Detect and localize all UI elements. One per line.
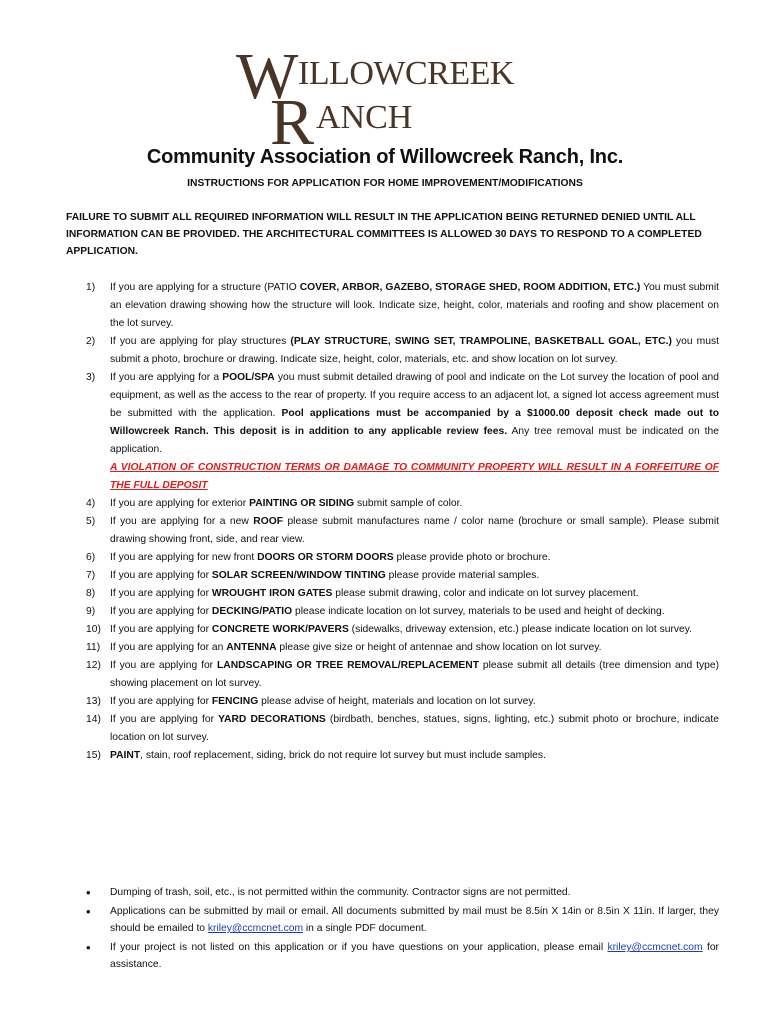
list-item-number: 10) (86, 624, 101, 635)
item-text: If you are applying for (110, 714, 219, 725)
list-item (64, 567, 719, 585)
list-item-number: 2) (86, 336, 96, 347)
list-item-text (110, 549, 719, 567)
logo-graphic (236, 40, 546, 148)
list-item (64, 711, 719, 747)
item-text: If you are applying for a structure (PATIO (110, 282, 300, 293)
list-item-number: 12) (86, 660, 101, 671)
bullet-text (110, 939, 719, 973)
list-item-number: 4) (86, 498, 96, 509)
bullet-text-part: Applications can be submitted by mail or email. All documents submitted by mail must be 8.5in X 14in or 8.5in X 11in. If larger, they should be emailed to (110, 906, 719, 934)
item-text: If you are applying for (110, 660, 217, 671)
list-item-text (110, 639, 719, 657)
list-item-text (110, 747, 719, 765)
list-item-text (110, 621, 719, 639)
item-text: please provide material samples. (385, 570, 540, 581)
list-item-number: 5) (86, 516, 96, 527)
bullet-icon: • (86, 885, 91, 900)
instruction-list (64, 279, 719, 765)
bullet-text-part: for assistance. (110, 942, 719, 970)
list-item (64, 747, 719, 765)
item-text: If you are applying for (110, 624, 212, 635)
logo-line2: ANCH (316, 99, 413, 136)
list-item-number: 11) (86, 642, 101, 653)
item-text: If you are applying for a new (110, 516, 254, 527)
email-link[interactable]: kriley@ccmcnet.com (207, 923, 304, 934)
list-item-number: 9) (86, 606, 96, 617)
list-item (64, 657, 719, 693)
item-text: , stain, roof replacement, siding, brick do not require lot survey but must include samples. (140, 750, 546, 761)
list-item-number: 13) (86, 696, 101, 707)
list-item-text (110, 495, 719, 513)
item-text: If you are applying for play structures (110, 336, 291, 347)
item-keyword: DOORS OR STORM DOORS (257, 552, 394, 563)
item-text: If you are applying for a (110, 372, 223, 383)
item-text: you must submit detailed drawing of pool and indicate on the Lot survey the location of pool and equipment, as well as the access to the rear of property. If you require access to an adjacent lot, a signed lot access agreement must be submitted with the application. (110, 372, 719, 419)
list-item (64, 585, 719, 603)
list-item-number: 14) (86, 714, 101, 725)
item-text: please submit manufactures name / color name (brochure or small sample). Please submit drawing showing front, side, and rear view. (110, 516, 719, 545)
item-text: If you are applying for (110, 570, 212, 581)
list-item-number: 8) (86, 588, 96, 599)
item-keyword: SOLAR SCREEN/WINDOW TINTING (211, 570, 386, 581)
item-keyword: ROOF (253, 516, 284, 527)
list-item-number: 6) (86, 552, 96, 563)
bullet-text (110, 903, 719, 937)
violation-warning: A VIOLATION OF CONSTRUCTION TERMS OR DAMAGE TO COMMUNITY PROPERTY WILL RESULT IN A FORFEITURE OF THE FULL DEPOSIT (110, 462, 719, 491)
list-item (64, 639, 719, 657)
list-item (64, 549, 719, 567)
item-text: If you are applying for (110, 696, 212, 707)
bullet-icon: • (86, 904, 91, 919)
item-text: If you are applying for (110, 606, 212, 617)
item-text: submit sample of color. (354, 498, 463, 509)
list-item (64, 495, 719, 513)
list-item-number: 1) (86, 282, 96, 293)
bullet-item (64, 939, 719, 973)
list-item-text (110, 279, 719, 333)
item-deposit-note: Pool applications must be accompanied by a $1000.00 deposit check made out to Willowcreek Ranch. This deposit is in addition to any applicable review fees. (110, 408, 720, 437)
item-text: please indicate location on lot survey, materials to be used and height of decking. (292, 606, 665, 617)
item-keyword: ANTENNA (226, 642, 277, 653)
item-keyword: PAINTING OR SIDING (249, 498, 355, 509)
list-item-text (110, 603, 719, 621)
bullet-text-part: in a single PDF document. (303, 923, 427, 934)
logo-letter-w: W (236, 40, 299, 113)
item-text: you must submit a photo, brochure or drawing. Indicate size, height, color, materials, etc. and show location on lot survey. (110, 336, 719, 365)
bullet-text-part: Dumping of trash, soil, etc., is not permitted within the community. Contractor signs are not permitted. (110, 887, 571, 898)
item-text: Any tree removal must be indicated on the application. (110, 426, 719, 455)
bullet-text (110, 884, 719, 901)
list-item-number: 15) (86, 750, 101, 761)
notes-list (64, 884, 719, 975)
warning-paragraph: FAILURE TO SUBMIT ALL REQUIRED INFORMATION WILL RESULT IN THE APPLICATION BEING RETURNED DENIED UNTIL ALL INFORMATION CAN BE PROVIDED. THE ARCHITECTURAL COMMITTEES IS ALLOWED 30 DAYS TO RESPOND TO A COMPLETED APPLICATION. (66, 212, 702, 257)
item-keyword: YARD DECORATIONS (218, 714, 326, 725)
bullet-icon: • (86, 940, 91, 955)
email-link[interactable]: kriley@ccmcnet.com (607, 942, 703, 953)
list-item-number: 3) (86, 372, 96, 383)
item-keyword: (PLAY STRUCTURE, SWING SET, TRAMPOLINE, BASKETBALL GOAL, ETC.) (290, 336, 672, 347)
list-item-text (110, 657, 719, 693)
list-item (64, 333, 719, 369)
item-text: (birdbath, benches, statues, signs, lighting, etc.) submit photo or brochure, indicate location on lot survey. (110, 714, 719, 743)
item-text: please provide photo or brochure. (393, 552, 551, 563)
list-item (64, 513, 719, 549)
list-item-number: 7) (86, 570, 96, 581)
logo-letter-r: R (270, 86, 315, 148)
item-text: You must submit an elevation drawing showing how the structure will look. Indicate size, height, color, materials and roofing and show placement on the lot survey. (110, 282, 719, 329)
item-text: If you are applying for (110, 588, 212, 599)
item-keyword: LANDSCAPING OR TREE REMOVAL/REPLACEMENT (217, 660, 480, 671)
list-item (64, 621, 719, 639)
list-item-text (110, 711, 719, 747)
page-title: Community Association of Willowcreek Ranch, Inc. (146, 146, 624, 168)
item-keyword: COVER, ARBOR, GAZEBO, STORAGE SHED, ROOM ADDITION, ETC.) (299, 282, 641, 293)
list-item-text (110, 585, 719, 603)
page-subtitle: INSTRUCTIONS FOR APPLICATION FOR HOME IMPROVEMENT/MODIFICATIONS (187, 178, 583, 189)
list-item-text (110, 369, 719, 459)
list-item (64, 693, 719, 711)
list-item (64, 603, 719, 621)
item-text: If you are applying for an (110, 642, 227, 653)
list-item-text (110, 333, 719, 369)
item-text: If you are applying for new front (110, 552, 258, 563)
bullet-item (64, 903, 719, 937)
bullet-text-part: If your project is not listed on this application or if you have questions on your application, please email (110, 942, 608, 953)
item-keyword: POOL/SPA (222, 372, 275, 383)
list-item-text (110, 513, 719, 549)
item-keyword: CONCRETE WORK/PAVERS (211, 624, 349, 635)
list-item-text (110, 567, 719, 585)
item-text: If you are applying for exterior (110, 498, 250, 509)
item-text: please advise of height, materials and location on lot survey. (258, 696, 536, 707)
list-item (64, 369, 719, 459)
willowcreek-ranch-logo (236, 40, 546, 148)
item-keyword: FENCING (211, 696, 259, 707)
list-item-text (110, 693, 719, 711)
item-keyword: DECKING/PATIO (211, 606, 293, 617)
logo-line1: ILLOWCREEK (298, 55, 514, 92)
list-item (64, 279, 719, 333)
item-text: please submit all details (tree dimension and type) showing placement on lot survey. (110, 660, 719, 689)
item-text: please give size or height of antennae and show location on lot survey. (276, 642, 602, 653)
item-keyword: PAINT (110, 750, 141, 761)
item-text: (sidewalks, driveway extension, etc.) please indicate location on lot survey. (348, 624, 693, 635)
item-keyword: WROUGHT IRON GATES (211, 588, 333, 599)
bullet-item (64, 884, 719, 901)
item-text: please submit drawing, color and indicate on lot survey placement. (332, 588, 639, 599)
